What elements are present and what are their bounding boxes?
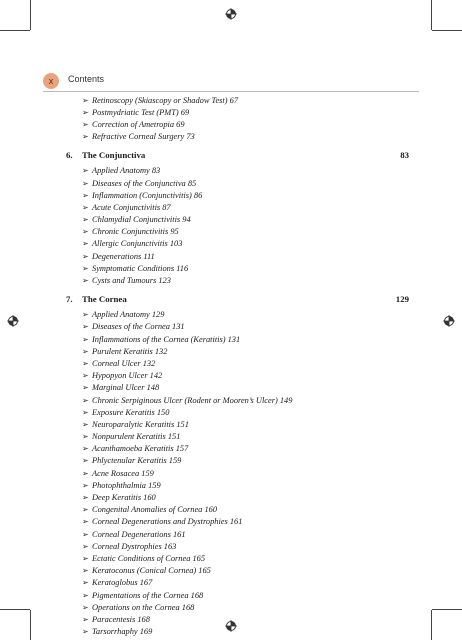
toc-entry[interactable] [66, 177, 409, 189]
arrow-bullet-icon: ➢ [82, 239, 89, 249]
toc-entry-text: Neuroparalytic Keratitis 151 [92, 419, 189, 429]
toc-entry-text: Correction of Ametropia 69 [92, 119, 185, 129]
toc-entry[interactable] [66, 418, 409, 430]
toc-entry[interactable] [66, 370, 409, 382]
toc-entry[interactable] [66, 262, 409, 274]
toc-entry[interactable] [66, 333, 409, 345]
toc-entry[interactable] [66, 516, 409, 528]
toc-entry-text: Diseases of the Conjunctiva 85 [92, 178, 197, 188]
arrow-bullet-icon: ➢ [82, 276, 89, 286]
arrow-bullet-icon: ➢ [82, 346, 89, 356]
toc-entry[interactable] [66, 443, 409, 455]
toc-entry-text: Degenerations 111 [92, 251, 155, 261]
toc-entry[interactable] [66, 613, 409, 625]
arrow-bullet-icon: ➢ [82, 215, 89, 225]
toc-entry-text: Keratoglobus 167 [92, 578, 153, 588]
toc-entry[interactable] [66, 94, 409, 106]
arrow-bullet-icon: ➢ [82, 166, 89, 176]
arrow-bullet-icon: ➢ [82, 505, 89, 515]
crop-mark [0, 30, 30, 31]
toc-entry-text: Diseases of the Cornea 131 [92, 322, 185, 332]
arrow-bullet-icon: ➢ [82, 383, 89, 393]
registration-mark-icon [225, 8, 237, 20]
toc-entry[interactable] [66, 479, 409, 491]
crop-mark [431, 0, 432, 30]
toc-entry-text: Applied Anatomy 83 [92, 166, 161, 176]
arrow-bullet-icon: ➢ [82, 132, 89, 142]
toc-entry-text: Nonpurulent Keratitis 151 [92, 432, 181, 442]
toc-entry-text: Postmydriatic Test (PMT) 69 [92, 107, 190, 117]
arrow-bullet-icon: ➢ [82, 310, 89, 320]
crop-mark [0, 609, 30, 610]
toc-entry[interactable] [66, 106, 409, 118]
toc-entry-text: Paracentesis 168 [92, 614, 150, 624]
toc-entry[interactable] [66, 504, 409, 516]
arrow-bullet-icon: ➢ [82, 95, 89, 105]
arrow-bullet-icon: ➢ [82, 371, 89, 381]
arrow-bullet-icon: ➢ [82, 395, 89, 405]
toc-entry-text: Exposure Keratitis 150 [92, 407, 170, 417]
arrow-bullet-icon: ➢ [82, 407, 89, 417]
toc-entry-text: Corneal Dystrophies 163 [92, 541, 177, 551]
arrow-bullet-icon: ➢ [82, 227, 89, 237]
toc-entry-text: Acute Conjunctivitis 87 [92, 202, 171, 212]
arrow-bullet-icon: ➢ [82, 190, 89, 200]
toc-entry[interactable] [66, 131, 409, 143]
toc-entry-text: Retinoscopy (Skiascopy or Shadow Test) 67 [92, 95, 239, 105]
toc-entry[interactable] [66, 491, 409, 503]
toc-entry-text: Corneal Degenerations and Dystrophies 161 [92, 517, 243, 527]
toc-entry-text: Pigmentations of the Cornea 168 [92, 590, 204, 600]
crop-mark [432, 609, 462, 610]
toc-entry[interactable] [66, 189, 409, 201]
chapter-page: 129 [395, 294, 409, 305]
toc-entry-text: Chronic Conjunctivitis 95 [92, 227, 179, 237]
toc-entry-text: Chronic Serpiginous Ulcer (Rodent or Mooren’s Ulcer) 149 [92, 395, 293, 405]
toc-entry[interactable] [66, 214, 409, 226]
toc-entry[interactable] [66, 540, 409, 552]
chapter-page: 83 [400, 150, 409, 161]
toc-entry[interactable] [66, 601, 409, 613]
crop-mark [432, 30, 462, 31]
toc-entry-text: Congenital Anomalies of Cornea 160 [92, 505, 218, 515]
toc-entry[interactable] [66, 589, 409, 601]
toc-entry-text: Tarsorrhaphy 169 [92, 627, 153, 637]
crop-mark [30, 610, 31, 640]
running-head: Contents [68, 74, 105, 84]
chapter-title: The Conjunctiva [82, 150, 146, 161]
arrow-bullet-icon: ➢ [82, 627, 89, 637]
arrow-bullet-icon: ➢ [82, 107, 89, 117]
arrow-bullet-icon: ➢ [82, 251, 89, 261]
crop-mark [30, 0, 31, 30]
toc-entry[interactable] [66, 238, 409, 250]
toc-entry-text: Hypopyon Ulcer 142 [92, 371, 163, 381]
chapter-heading[interactable] [66, 148, 409, 163]
toc-entry[interactable] [66, 406, 409, 418]
toc-entry-text: Applied Anatomy 129 [92, 310, 165, 320]
toc-entry[interactable] [66, 309, 409, 321]
table-of-contents [66, 94, 409, 638]
arrow-bullet-icon: ➢ [82, 529, 89, 539]
toc-entry[interactable] [66, 274, 409, 286]
crop-mark [431, 610, 432, 640]
arrow-bullet-icon: ➢ [82, 602, 89, 612]
toc-entry-text: Cysts and Tumours 123 [92, 276, 171, 286]
toc-entry-text: Operations on the Cornea 168 [92, 602, 195, 612]
toc-entry[interactable] [66, 250, 409, 262]
arrow-bullet-icon: ➢ [82, 468, 89, 478]
arrow-bullet-icon: ➢ [82, 358, 89, 368]
toc-entry-text: Inflammation (Conjunctivitis) 86 [92, 190, 203, 200]
chapter-title: The Cornea [82, 294, 127, 305]
toc-entry[interactable] [66, 455, 409, 467]
registration-mark-icon [443, 315, 455, 327]
chapter-heading[interactable] [66, 292, 409, 307]
toc-entry-text: Symptomatic Conditions 116 [92, 263, 189, 273]
arrow-bullet-icon: ➢ [82, 263, 89, 273]
toc-entry-text: Ectatic Conditions of Cornea 165 [92, 553, 206, 563]
arrow-bullet-icon: ➢ [82, 432, 89, 442]
arrow-bullet-icon: ➢ [82, 493, 89, 503]
toc-entry[interactable] [66, 321, 409, 333]
toc-entry-text: Allergic Conjunctivitis 103 [92, 239, 183, 249]
registration-mark-icon [7, 315, 19, 327]
toc-entry-text: Marginal Ulcer 148 [92, 383, 160, 393]
toc-entry[interactable] [66, 528, 409, 540]
chapter-number: 6. [66, 150, 73, 161]
toc-entry[interactable] [66, 577, 409, 589]
toc-entry-text: Purulent Keratitis 132 [92, 346, 168, 356]
arrow-bullet-icon: ➢ [82, 517, 89, 527]
arrow-bullet-icon: ➢ [82, 553, 89, 563]
header-rule [43, 91, 419, 92]
toc-entry[interactable] [66, 565, 409, 577]
toc-entry[interactable] [66, 357, 409, 369]
toc-entry-text: Photophthalmia 159 [92, 480, 161, 490]
toc-entry[interactable] [66, 467, 409, 479]
arrow-bullet-icon: ➢ [82, 614, 89, 624]
arrow-bullet-icon: ➢ [82, 590, 89, 600]
toc-entry[interactable] [66, 431, 409, 443]
toc-entry[interactable] [66, 165, 409, 177]
toc-entry[interactable] [66, 394, 409, 406]
toc-entry[interactable] [66, 201, 409, 213]
arrow-bullet-icon: ➢ [82, 541, 89, 551]
toc-entry[interactable] [66, 345, 409, 357]
toc-entry-text: Inflammations of the Cornea (Keratitis) 131 [92, 334, 241, 344]
toc-entry[interactable] [66, 226, 409, 238]
arrow-bullet-icon: ➢ [82, 334, 89, 344]
arrow-bullet-icon: ➢ [82, 578, 89, 588]
toc-entry-text: Acne Rosacea 159 [92, 468, 154, 478]
toc-entry[interactable] [66, 382, 409, 394]
toc-entry[interactable] [66, 626, 409, 638]
arrow-bullet-icon: ➢ [82, 322, 89, 332]
chapter-number: 7. [66, 294, 73, 305]
toc-entry-text: Phlyctenular Keratitis 159 [92, 456, 182, 466]
arrow-bullet-icon: ➢ [82, 480, 89, 490]
arrow-bullet-icon: ➢ [82, 444, 89, 454]
toc-entry[interactable] [66, 118, 409, 130]
toc-entry-text: Refractive Corneal Surgery 73 [92, 132, 195, 142]
arrow-bullet-icon: ➢ [82, 202, 89, 212]
toc-entry-text: Keratoconus (Conical Cornea) 165 [92, 566, 211, 576]
arrow-bullet-icon: ➢ [82, 456, 89, 466]
arrow-bullet-icon: ➢ [82, 119, 89, 129]
arrow-bullet-icon: ➢ [82, 566, 89, 576]
arrow-bullet-icon: ➢ [82, 178, 89, 188]
page-number-badge: x [43, 73, 59, 89]
toc-entry-text: Chlamydial Conjunctivitis 94 [92, 215, 191, 225]
toc-entry[interactable] [66, 552, 409, 564]
arrow-bullet-icon: ➢ [82, 419, 89, 429]
toc-entry-text: Deep Keratitis 160 [92, 493, 156, 503]
toc-entry-text: Acanthamoeba Keratitis 157 [92, 444, 189, 454]
toc-entry-text: Corneal Ulcer 132 [92, 358, 156, 368]
toc-entry-text: Corneal Degenerations 161 [92, 529, 186, 539]
